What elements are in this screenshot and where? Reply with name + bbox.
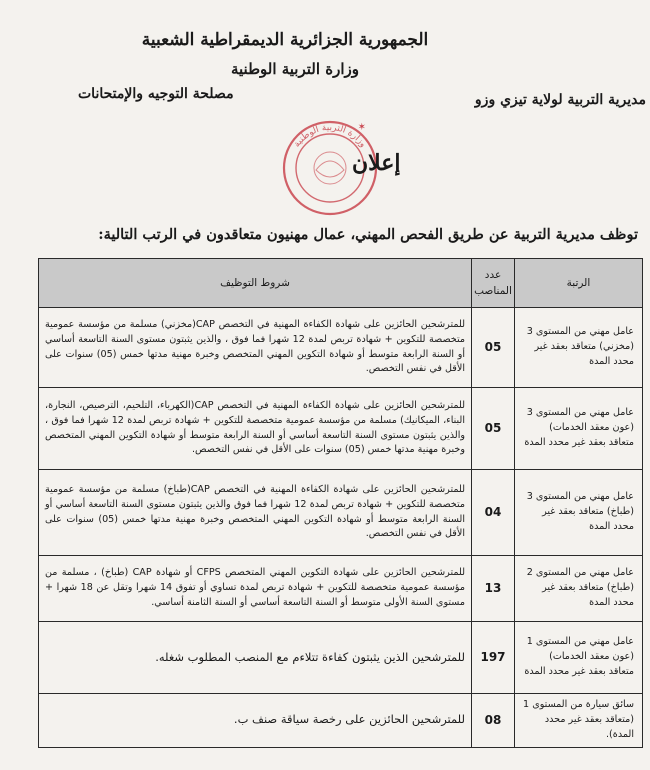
grade-cell: عامل مهني من المستوى 3 (مخزني) متعاقد بعقد غير محدد المدة bbox=[515, 308, 643, 388]
grade-cell: عامل مهني من المستوى 1 (عون معقد الخدمات) متعاقد بعقد غير محدد المدة bbox=[515, 622, 643, 694]
table-header-row bbox=[39, 259, 643, 308]
table-row bbox=[39, 556, 643, 622]
positions-table bbox=[38, 258, 643, 748]
svg-text:وزارة التربية الوطنية: وزارة التربية الوطنية bbox=[292, 122, 368, 150]
header-grade: الرتبة bbox=[515, 259, 643, 308]
directorate-name: مديرية التربية لولاية تيزي وزو bbox=[474, 92, 646, 108]
announcement-title: إعلان bbox=[352, 150, 401, 176]
count-cell: 04 bbox=[472, 470, 515, 556]
service-name: مصلحة التوجيه والإمتحانات bbox=[78, 86, 234, 102]
grade-cell: عامل مهني من المستوى 3 (عون معقد الخدمات) متعاقد بعقد غير محدد المدة bbox=[515, 388, 643, 470]
conditions-cell: للمترشحين الحائزين على رخصة سياقة صنف ب. bbox=[39, 694, 472, 748]
table-row bbox=[39, 622, 643, 694]
header-conditions: شروط التوظيف bbox=[39, 259, 472, 308]
grade-cell: سائق سيارة من المستوى 1 (متعاقد بعقد غير محدد المدة). bbox=[515, 694, 643, 748]
count-cell: 13 bbox=[472, 556, 515, 622]
grade-cell: عامل مهني من المستوى 3 (طباخ) متعاقد بعقد غير محدد المدة bbox=[515, 470, 643, 556]
table-row bbox=[39, 388, 643, 470]
grade-cell: عامل مهني من المستوى 2 (طباخ) متعاقد بعقد غير محدد المدة bbox=[515, 556, 643, 622]
conditions-cell: للمترشحين الحائزين على شهادة الكفاءة المهنية في التخصص CAP(الكهرباء، التلحيم، الترصيص، النجارة، البناء، الميكانيك) مسلمة من مؤسسة عمومية متخصصة للتكوين + شهادة تربص لمدة 12 شهرا فما فوق ، والذين يثبتون مستوى السنة التاسعة أساسي أو السنة الرابعة متوسط أو شهادة التكوين المهني المتخصص وخبرة مهنية مدتها خمس (05) سنوات على الأقل في نفس التخصص. bbox=[39, 388, 472, 470]
count-cell: 05 bbox=[472, 388, 515, 470]
republic-title: الجمهورية الجزائرية الديمقراطية الشعبية bbox=[141, 30, 429, 50]
table-row bbox=[39, 694, 643, 748]
count-cell: 197 bbox=[472, 622, 515, 694]
table-row bbox=[39, 308, 643, 388]
conditions-cell: للمترشحين الحائزين على شهادة الكفاءة المهنية في التخصص CAP(طباخ) مسلمة من مؤسسة عمومية متخصصة للتكوين + شهادة تربص لمدة 12 شهرا فما فوق والذين يثبتون مستوى السنة التاسعة أساسي أو السنة الرابعة متوسط أو شهادة التكوين المهني المتخصص وخبرة مهنية مدتها خمس (05) سنوات على الأقل في نفس التخصص. bbox=[39, 470, 472, 556]
conditions-cell: للمترشحين الحائزين على شهادة التكوين المهني المتخصص CFPS أو شهادة CAP (طباخ) ، مسلمة من مؤسسة عمومية متخصصة للتكوين + شهادة تربص لمدة تساوي أو تفوق 14 شهرا وتقل عن 18 شهرا + مستوى السنة الأولى متوسط أو السنة التاسعة أساسي أو السنة الثامنة أساسي. bbox=[39, 556, 472, 622]
conditions-cell: للمترشحين الذين يثبتون كفاءة تتلاءم مع المنصب المطلوب شغله. bbox=[39, 622, 472, 694]
conditions-cell: للمترشحين الحائزين على شهادة الكفاءة المهنية في التخصص CAP(مخزني) مسلمة من مؤسسة عمومية متخصصة للتكوين + شهادة تربص لمدة 12 شهرا فما فوق ، والذين يثبتون مستوى السنة التاسعة أساسي أو السنة الرابعة متوسط أو شهادة التكوين المهني المتخصص وخبرة مهنية مدتها خمس (05) سنوات على الأقل في نفس التخصص. bbox=[39, 308, 472, 388]
svg-text:✶: ✶ bbox=[357, 122, 366, 133]
intro-text: توظف مديرية التربية عن طريق الفحص المهني، عمال مهنيون متعاقدون في الرتب التالية: bbox=[98, 226, 638, 243]
header-count: عدد المناصب bbox=[472, 259, 515, 308]
count-cell: 08 bbox=[472, 694, 515, 748]
ministry-title: وزارة التربية الوطنية bbox=[230, 60, 359, 78]
count-cell: 05 bbox=[472, 308, 515, 388]
table-row bbox=[39, 470, 643, 556]
